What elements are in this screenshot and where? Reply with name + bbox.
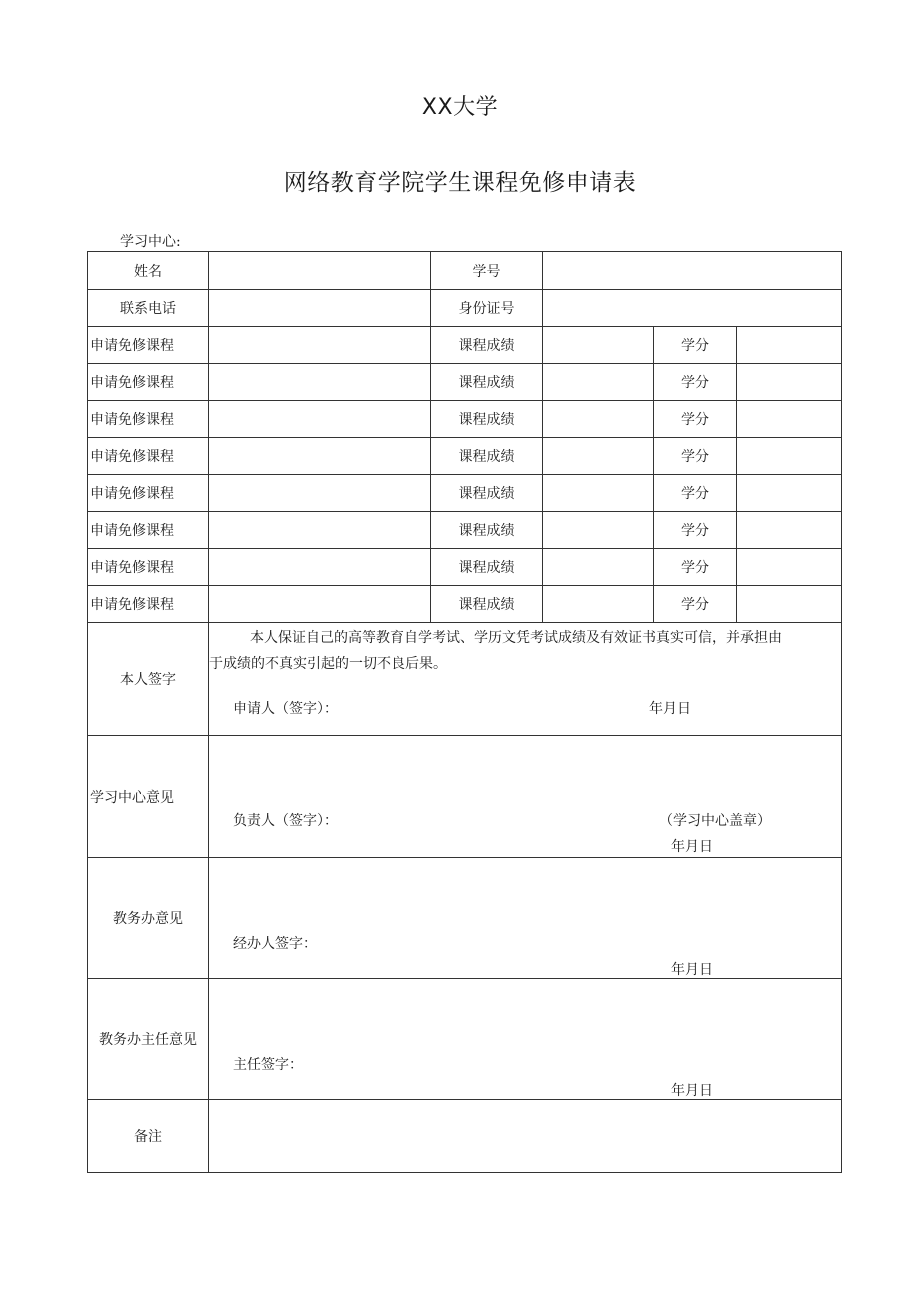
course-credit-label: 学分 <box>654 549 737 586</box>
course-row <box>88 327 842 364</box>
name-field[interactable] <box>209 252 431 290</box>
course-credit-field[interactable] <box>737 512 842 549</box>
course-name-field[interactable] <box>209 549 431 586</box>
course-credit-field[interactable] <box>737 438 842 475</box>
course-name-field[interactable] <box>209 438 431 475</box>
center-stamp-label: （学习中心盖章） <box>659 813 771 829</box>
course-score-label: 课程成绩 <box>431 438 543 475</box>
center-opinion-cell[interactable] <box>209 736 842 858</box>
self-signature-label: 本人签字 <box>88 623 209 736</box>
course-row <box>88 549 842 586</box>
phone-field[interactable] <box>209 290 431 327</box>
course-score-field[interactable] <box>543 586 654 623</box>
course-name-field[interactable] <box>209 327 431 364</box>
course-credit-label: 学分 <box>654 475 737 512</box>
center-opinion-label: 学习中心意见 <box>88 736 209 858</box>
course-score-field[interactable] <box>543 549 654 586</box>
responsible-sign-label: 负责人（签字）： <box>233 813 338 829</box>
course-score-field[interactable] <box>543 327 654 364</box>
remarks-label: 备注 <box>88 1100 209 1173</box>
course-row <box>88 586 842 623</box>
course-row-label: 申请免修课程 <box>88 327 209 364</box>
director-opinion-date: 年月日 <box>671 1083 713 1099</box>
handler-sign-label: 经办人签字： <box>233 936 317 952</box>
course-row-label: 申请免修课程 <box>88 438 209 475</box>
course-row-label: 申请免修课程 <box>88 401 209 438</box>
center-opinion-date: 年月日 <box>671 839 713 855</box>
applicant-date: 年月日 <box>649 701 691 717</box>
office-opinion-date: 年月日 <box>671 962 713 978</box>
course-score-label: 课程成绩 <box>431 327 543 364</box>
course-credit-label: 学分 <box>654 438 737 475</box>
course-score-label: 课程成绩 <box>431 512 543 549</box>
course-name-field[interactable] <box>209 512 431 549</box>
course-score-label: 课程成绩 <box>431 549 543 586</box>
university-title: XX大学 <box>421 95 499 120</box>
student-id-field[interactable] <box>543 252 842 290</box>
name-label: 姓名 <box>88 252 209 290</box>
course-name-field[interactable] <box>209 401 431 438</box>
phone-label: 联系电话 <box>88 290 209 327</box>
course-row-label: 申请免修课程 <box>88 512 209 549</box>
course-score-label: 课程成绩 <box>431 586 543 623</box>
course-credit-field[interactable] <box>737 549 842 586</box>
course-name-field[interactable] <box>209 364 431 401</box>
course-name-field[interactable] <box>209 475 431 512</box>
course-row-label: 申请免修课程 <box>88 549 209 586</box>
course-row <box>88 364 842 401</box>
course-row-label: 申请免修课程 <box>88 475 209 512</box>
course-score-field[interactable] <box>543 438 654 475</box>
course-score-label: 课程成绩 <box>431 364 543 401</box>
course-credit-label: 学分 <box>654 401 737 438</box>
course-row <box>88 475 842 512</box>
course-name-field[interactable] <box>209 586 431 623</box>
course-credit-label: 学分 <box>654 512 737 549</box>
remarks-field[interactable] <box>209 1100 842 1173</box>
course-row <box>88 512 842 549</box>
course-credit-label: 学分 <box>654 364 737 401</box>
course-credit-field[interactable] <box>737 364 842 401</box>
course-credit-label: 学分 <box>654 327 737 364</box>
course-score-field[interactable] <box>543 401 654 438</box>
form-title: 网络教育学院学生课程免修申请表 <box>283 170 637 196</box>
office-opinion-cell[interactable] <box>209 858 842 979</box>
course-row <box>88 438 842 475</box>
course-credit-label: 学分 <box>654 586 737 623</box>
study-center-label: 学习中心: <box>120 234 181 250</box>
statement-line-2: 于成绩的不真实引起的一切不良后果。 <box>209 656 447 672</box>
course-score-field[interactable] <box>543 475 654 512</box>
course-score-label: 课程成绩 <box>431 401 543 438</box>
course-score-label: 课程成绩 <box>431 475 543 512</box>
director-sign-label: 主任签字： <box>233 1057 303 1073</box>
id-card-label: 身份证号 <box>431 290 543 327</box>
course-row-label: 申请免修课程 <box>88 586 209 623</box>
office-opinion-label: 教务办意见 <box>88 858 209 979</box>
course-credit-field[interactable] <box>737 586 842 623</box>
course-credit-field[interactable] <box>737 327 842 364</box>
course-row-label: 申请免修课程 <box>88 364 209 401</box>
self-signature-cell[interactable] <box>209 623 842 736</box>
course-credit-field[interactable] <box>737 475 842 512</box>
application-form-table <box>87 251 842 1173</box>
course-credit-field[interactable] <box>737 401 842 438</box>
director-opinion-cell[interactable] <box>209 979 842 1100</box>
student-id-label: 学号 <box>431 252 543 290</box>
statement-line-1: 本人保证自己的高等教育自学考试、学历文凭考试成绩及有效证书真实可信，并承担由 <box>250 630 782 646</box>
id-card-field[interactable] <box>543 290 842 327</box>
applicant-sign-label: 申请人（签字）： <box>233 701 338 717</box>
director-opinion-label: 教务办主任意见 <box>88 979 209 1100</box>
course-score-field[interactable] <box>543 512 654 549</box>
course-row <box>88 401 842 438</box>
course-score-field[interactable] <box>543 364 654 401</box>
